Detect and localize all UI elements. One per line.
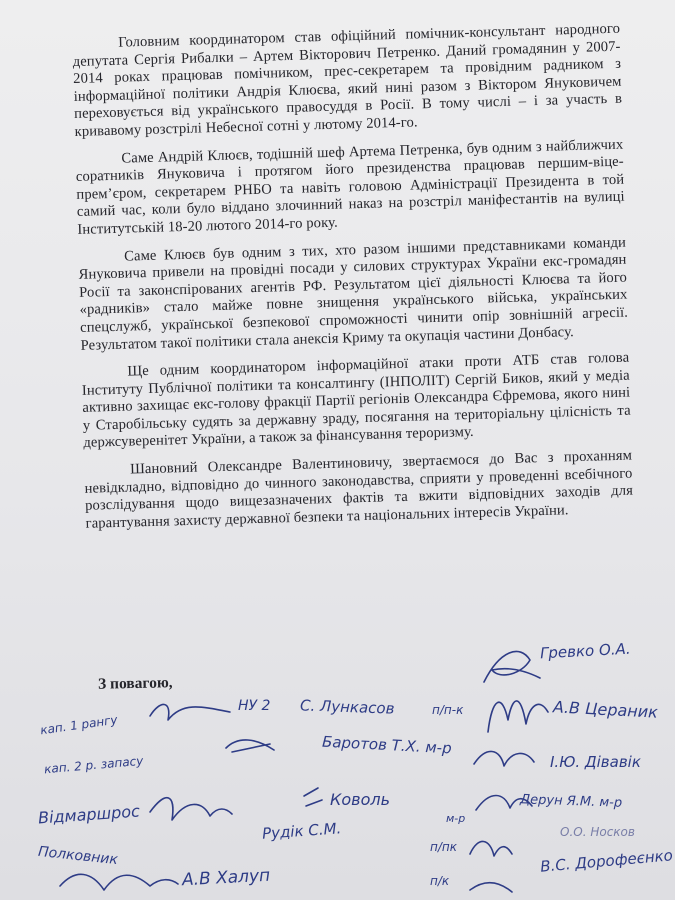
scribble [150,798,232,820]
scribble [488,701,548,732]
paragraph-5: Шановний Олександре Валентиновичу, звертаємося до Вас з проханням невідкладно, відповідно до чинного законодавства, сприяти у проведенні всебічного розслідування щодо вищезазначених фактів та вжити відповідних заходів для гарантування захисту державної безпеки та національних інтересів України. [84,447,634,532]
signature-text: п/пк [430,840,457,854]
letter-body [72,21,634,544]
signature-text: кап. 1 рангу [39,712,119,738]
paragraph-3: Саме Клюєв був одним з тих, хто разом іншими представниками команди Януковича привели на провідні посади у силових структурах України екс-громадян Росії та законспірованих агентів РФ. Результатом цієї діяльності Клюєва та його «радників» стало майже повне знищення українського війська, українських спецслужб, української безпекової спроможності чинити опір зовнішній агресії. Результатом такої політики стала анексія Криму та окупація частини Донбасу. [78,234,629,354]
scribble [304,788,322,806]
scribble [484,651,540,682]
paragraph-4: Ще одним координатором інформаційної атаки проти АТБ став голова Інституту Публічної політики та консалтингу (ІНПОЛІТ) Сергій Биков, який у медіа активно захищає екс-голову фракції Партії регіонів Олександра Єфремова, якого нині у Старобільську судять за державну зраду, посягання на територіальну цілісність та держсуверенітет України, а також за фінансування тероризму. [81,349,631,452]
signature-scribbles [0,640,675,900]
closing-salutation: З повагою, [97,674,173,693]
signature-text: І.Ю. Дівавік [550,753,641,771]
signature-text: м-р [446,812,466,825]
signature-text: Рудік С.М. [261,819,342,843]
signature-text: В.С. Дорофеєнко [539,846,674,876]
signature-text: Баротов Т.Х. м-р [321,732,453,758]
signature-area [0,640,675,900]
signature-text: кап. 2 р. запасу [43,753,144,777]
signature-text: п/п-к [432,703,464,717]
signature-text: Відмаршрос [37,801,141,828]
signature-text: Коволь [330,790,391,809]
signature-text: А.В Халуп [181,865,271,891]
signature-text: Дерун Я.М. м-р [519,792,623,811]
signature-text: О.О. Носков [560,825,635,839]
signature-text: С. Лункасов [299,696,395,718]
signature-text: НУ 2 [238,698,271,714]
signature-text: п/к [430,874,450,888]
signature-text: Гревко О.А. [539,639,631,663]
paragraph-1: Головним координатором став офіційний помічник-консультант народного депутата Сергія Рибалки – Артем Вікторович Петренко. Даний громадянин у 2007-2014 роках працював помічником, прес-секретарем та провідним радником з інформаційної політики Андрія Клюєва, який нині разом з Віктором Януковичем переховується від українського правосуддя в Росії. В тому числі – і за участь в кривавому розстрілі Небесної сотні у лютому 2014-го. [72,20,623,140]
scribble [150,704,230,720]
scribble [226,740,274,752]
scribble [470,883,512,892]
scribble [470,841,512,856]
signature-text: А.В Цераник [552,697,659,722]
scribble [60,874,178,890]
scribble [474,751,534,766]
paragraph-2: Саме Андрій Клюєв, тодішній шеф Артема Петренка, був одним з найближчих соратників Януковича і протягом його президенства працював першим-віце-прем’єром, секретарем РНБО та навіть головою Адміністрації Президента в той самий час, коли було віддано злочинний наказ на розстріл маніфестантів на вулиці Інститутській 18-20 лютого 2014-го року. [75,136,625,238]
scribble [476,796,532,811]
signature-text: Полковник [37,843,119,869]
